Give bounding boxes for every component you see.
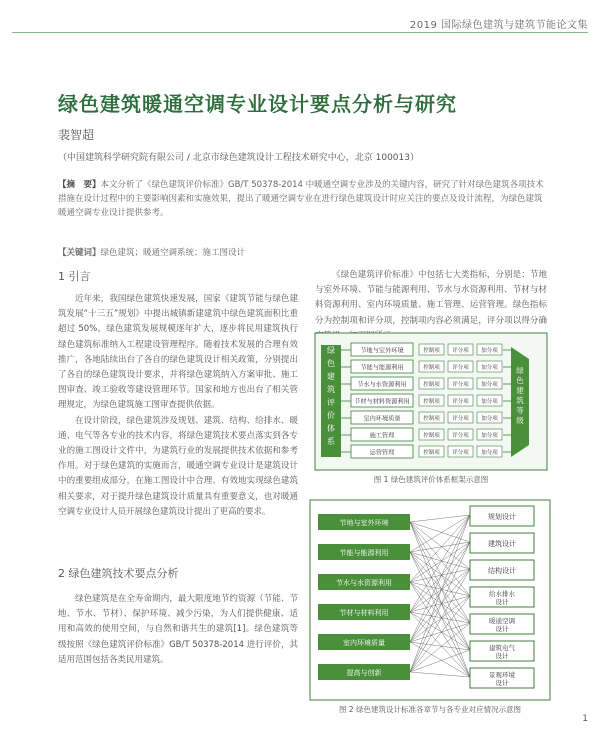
page-number: 1 [582, 714, 588, 724]
section-2-para-1: 绿色建筑是在全寿命期内，最大限度地节约资源（节能、节地、节水、节材）、保护环境、减少污染，为人们提供健康、适用和高效的使用空间，与自然和谐共生的建筑[1]。绿色建筑等级按照《绿色建筑评价标准》GB/T 50378-2014 进行评价，其适用范围包括各类民用建筑。 [58, 594, 298, 665]
section-2-body [58, 592, 298, 712]
fig2-left-label: 节地与室外环境 [339, 519, 389, 527]
keywords [58, 246, 548, 258]
fig2-right-label: 建筑设计 [488, 540, 516, 548]
fig1-sub-label: 控制项 [423, 450, 440, 456]
fig1-middle-items [341, 343, 413, 458]
section-1-heading: 1 引言 [58, 270, 91, 283]
section-2-heading: 2 绿色建筑技术要点分析 [58, 567, 179, 580]
fig1-sub-label: 控制项 [423, 348, 440, 354]
fig1-item-label: 节水与水资源利用 [357, 381, 407, 389]
fig1-sub-label: 加分项 [481, 382, 498, 388]
figure-1-caption: 图 1 绿色建筑评价体系框架示意图 [373, 475, 489, 484]
fig1-sub-label: 加分项 [481, 365, 498, 371]
fig1-sub-label: 加分项 [481, 348, 498, 354]
keywords-text: 绿色建筑；暖通空调系统；施工图设计 [100, 248, 246, 258]
fig2-right-label: 给水排水设计 [489, 590, 515, 606]
figure-2-caption: 图 2 绿色建筑设计标准各章节与各专业对应情况示意图 [338, 705, 522, 714]
fig1-sub-label: 评分项 [452, 433, 469, 439]
abstract-text: 本文分析了《绿色建筑评价标准》GB/T 50378-2014 中暖通空调专业涉及的关键内容，研究了针对绿色建筑各项技术措施在设计过程中的主要影响因素和实施效果，提出了暖通空调专业在进行绿色建筑设计时应关注的要点及设计流程，为绿色建筑暖通空调专业设计提供参考。 [58, 180, 544, 218]
fig1-left-label: 绿色建筑评价体系 [327, 346, 335, 446]
fig1-sub-label: 加分项 [481, 416, 498, 422]
section-1-para-2: 在设计阶段，绿色建筑涉及规划、建筑、结构、给排水、暖通、电气等各专业的技术内容，将绿色建筑技术要点落实到各专业的施工图设计文件中，为建筑行业的发展提供技术依据和参考作用。对于绿色建筑的实施而言，暖通空调专业设计是建筑设计中的重要组成部分，在施工图设计中合理、有效地实现绿色建筑相关要求，对于提升绿色建筑设计质量具有重要意义，也对暖通空调专业设计人员开展绿色建筑设计提出了更高的要求。 [58, 415, 298, 517]
right-para-1: 《绿色建筑评价标准》中包括七大类指标，分别是：节地与室外环境、节能与能源利用、节水与水资源利用、节材与材料资源利用、室内环境质量、施工管理、运营管理。绿色指标分为控制项和评分项，控制项内容必须满足，评分项以得分确 [315, 270, 547, 326]
paper-author: 裴智超 [58, 128, 95, 142]
fig1-sub-label: 加分项 [481, 450, 498, 456]
fig2-left-label: 提高与创新 [346, 669, 382, 677]
paper-affiliation: （中国建筑科学研究院有限公司 / 北京市绿色建筑设计工程技术研究中心，北京 100013） [58, 153, 419, 163]
fig2-left-label: 节材与材料利用 [339, 609, 389, 617]
fig1-item-label: 室内环境质量 [363, 415, 401, 423]
fig2-left-label: 节能与能源利用 [339, 549, 389, 557]
abstract-label: 【摘 要】 [58, 180, 101, 190]
header-divider [12, 32, 588, 33]
fig1-sub-label: 加分项 [481, 399, 498, 405]
right-column-intro [315, 268, 547, 330]
fig2-right-label: 暖通空调设计 [489, 617, 515, 633]
keywords-label: 【关键词】 [58, 248, 101, 258]
fig2-left-label: 节水与水资源利用 [336, 579, 392, 587]
running-title: 2019 国际绿色建筑与建筑节能论文集 [409, 20, 588, 31]
fig1-sub-items [419, 344, 511, 457]
fig2-right-items [470, 506, 534, 688]
fig1-item-label: 施工管理 [369, 432, 395, 440]
fig1-sub-label: 控制项 [423, 433, 440, 439]
fig2-left-label: 室内环境质量 [343, 639, 385, 647]
fig1-item-label: 运营管理 [369, 449, 395, 457]
fig1-sub-label: 控制项 [423, 399, 440, 405]
fig2-right-label: 结构设计 [488, 567, 516, 575]
figure-2-diagram [310, 500, 550, 700]
fig1-sub-label: 评分项 [452, 399, 469, 405]
fig1-sub-label: 评分项 [452, 450, 469, 456]
fig1-item-label: 节材与材料资源利用 [354, 398, 410, 406]
fig2-right-label: 建筑电气设计 [489, 644, 515, 660]
fig1-sub-label: 控制项 [423, 365, 440, 371]
section-1-body [58, 292, 298, 547]
fig1-sub-label: 评分项 [452, 416, 469, 422]
fig1-right-label: 绿色建筑等级 [516, 366, 524, 425]
section-1-para-1: 近年来，我国绿色建筑快速发展，国家《建筑节能与绿色建筑发展“十三五”规划》中提出城镇新建建筑中绿色建筑面积比重超过 50%，绿色建筑发展规模逐年扩大，逐步将民用建筑执行绿色建筑标准纳入工程建设管理程序。随着技术发展的合理有效推广，各地陆续出台了各自的绿色建筑设计相关政策，分别提出了各自的绿色建筑设计要求，并将绿色建筑纳入方案审批、施工图审查、竣工验收等建设管理环节。国家和地方也出台了相关管理规定，为绿色建筑施工图审查提供依据。 [58, 294, 298, 411]
figure-1-diagram [315, 333, 547, 470]
fig1-sub-label: 评分项 [452, 348, 469, 354]
fig1-sub-label: 评分项 [452, 365, 469, 371]
abstract [58, 178, 548, 220]
fig1-sub-label: 控制项 [423, 416, 440, 422]
fig1-item-label: 节地与室外环境 [360, 347, 404, 355]
fig2-right-label: 景观环境设计 [489, 671, 515, 687]
paper-title: 绿色建筑暖通空调专业设计要点分析与研究 [58, 92, 457, 116]
fig1-item-label: 节能与能源利用 [360, 364, 404, 372]
fig2-right-label: 规划设计 [488, 513, 516, 521]
fig1-sub-label: 加分项 [481, 433, 498, 439]
fig1-sub-label: 控制项 [423, 382, 440, 388]
fig1-sub-label: 评分项 [452, 382, 469, 388]
